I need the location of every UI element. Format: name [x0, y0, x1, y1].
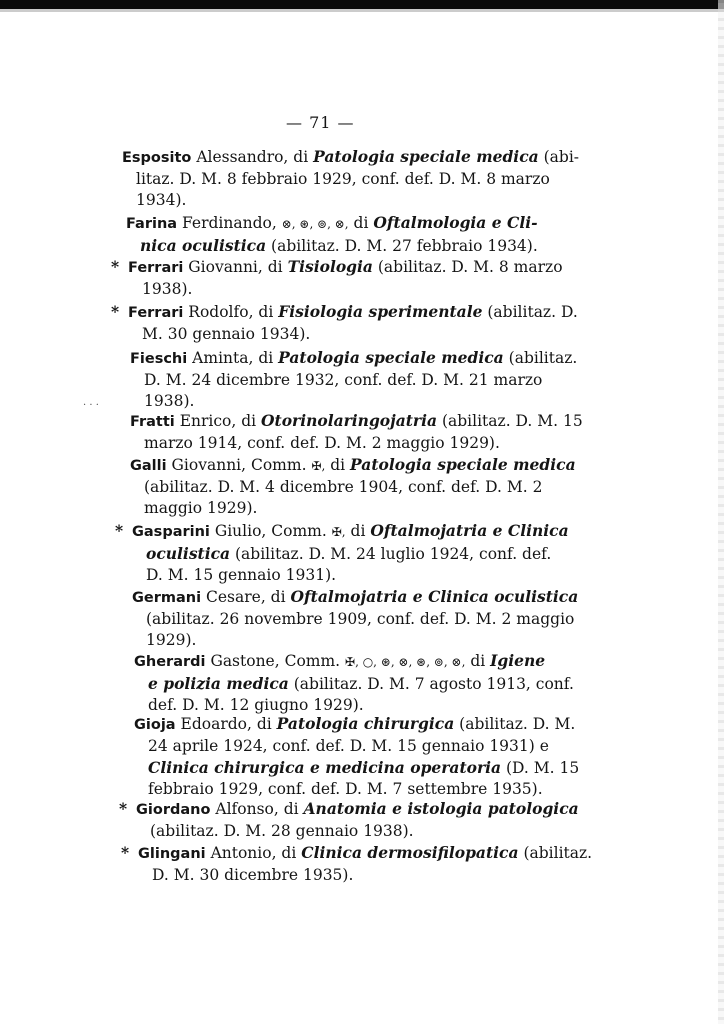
entry-line [130, 498, 576, 519]
surname: Gasparini [132, 524, 210, 540]
entry-text: def. D. M. 12 giugno 1929). [148, 696, 364, 714]
entry-text: (D. M. 15 [501, 759, 580, 777]
discipline-text: Clinica dermosifilopatica [301, 843, 519, 862]
entry-text: litaz. D. M. 8 febbraio 1929, conf. def. D. M. 8 marzo [136, 170, 550, 188]
entry-text: di [345, 522, 371, 540]
entry-text: (abilitaz. D. M. 7 agosto 1913, conf. [288, 675, 574, 693]
entry-line [132, 586, 578, 609]
discipline-text: Anatomia e istologia patologica [303, 799, 579, 818]
discipline-text: Igiene [490, 651, 546, 670]
entry-gasparini-7 [115, 520, 569, 586]
entry-text: 1929). [146, 631, 197, 649]
entry-line [122, 169, 579, 190]
entry-line [126, 235, 538, 257]
entry-ferrari-2 [111, 256, 563, 300]
entry-glingani-12 [121, 842, 593, 886]
entry-text: di [325, 456, 351, 474]
entry-line [136, 798, 579, 821]
entry-line [134, 673, 574, 695]
entry-text: 1934). [136, 191, 187, 209]
entry-germani-8 [132, 586, 578, 651]
entry-line [122, 146, 579, 169]
entry-text: marzo 1914, conf. def. D. M. 2 maggio 1929). [144, 434, 500, 452]
surname: Ferrari [128, 305, 184, 321]
entry-fieschi-4 [130, 347, 577, 412]
discipline-text: Oftalmojatria e Clinica oculistica [290, 587, 579, 606]
honor-symbols: ✠, [331, 525, 346, 539]
entry-text: Giovanni, di [188, 258, 288, 276]
entry-line [132, 630, 578, 651]
entry-line [132, 520, 569, 543]
entry-line [130, 370, 577, 391]
entry-text: Enrico, di [179, 412, 262, 430]
surname: Glingani [138, 846, 206, 862]
entry-gioja-10 [134, 713, 579, 800]
discipline-text: Oftalmologia e Cli- [373, 213, 538, 232]
entry-text: Gastone, Comm. [210, 652, 346, 670]
entry-text: (abilitaz. 26 novembre 1909, conf. def. D. M. 2 maggio [146, 610, 575, 628]
entry-line [128, 256, 563, 279]
entry-esposito-0 [122, 146, 579, 211]
entry-text: D. M. 15 gennaio 1931). [146, 566, 337, 584]
entry-text: Rodolfo, di [188, 303, 279, 321]
entry-text: 24 aprile 1924, conf. def. D. M. 15 gennaio 1931) e [148, 737, 549, 755]
entry-line [130, 391, 577, 412]
entry-text: di [465, 652, 491, 670]
asterisk-marker: * [111, 302, 120, 321]
entry-text: (abilitaz. D. M. 15 [437, 412, 583, 430]
margin-marks: · · · [83, 400, 99, 411]
entry-text: (abilitaz. D. M. 24 luglio 1924, conf. def. [230, 545, 552, 563]
honor-symbols: ⊗, ⊛, ⊚, ⊗, [281, 217, 349, 231]
surname: Fieschi [130, 351, 188, 367]
entry-text: Aminta, di [192, 349, 279, 367]
entry-text: Alessandro, di [196, 148, 314, 166]
entry-line [128, 324, 578, 345]
entry-line [136, 821, 579, 842]
entry-text: Edoardo, di [180, 715, 277, 733]
discipline-text: nica oculistica [140, 236, 267, 255]
entry-gherardi-9 [134, 650, 574, 716]
discipline-text: Fisiologia sperimentale [278, 302, 483, 321]
entry-text: D. M. 24 dicembre 1932, conf. def. D. M. 21 marzo [144, 371, 543, 389]
entry-farina-1 [126, 212, 538, 257]
entry-text: (abilitaz. D. M. 28 gennaio 1938). [150, 822, 414, 840]
entry-text: (abilitaz. D. M. 8 marzo [372, 258, 563, 276]
entry-fratti-5 [130, 410, 583, 454]
entry-line [138, 842, 592, 865]
surname: Farina [126, 216, 178, 232]
entry-galli-6 [130, 454, 576, 519]
entry-text: D. M. 30 dicembre 1935). [152, 866, 354, 884]
discipline-text: Patologia speciale medica [313, 147, 539, 166]
discipline-text: Patologia speciale medica [350, 455, 576, 474]
discipline-text: Tisiologia [287, 257, 373, 276]
entry-text: (abilitaz. D. M. 4 dicembre 1904, conf. def. D. M. 2 [144, 478, 543, 496]
entry-text: Antonio, di [210, 844, 302, 862]
entry-text: 1938). [142, 280, 193, 298]
entry-line [130, 410, 583, 433]
entry-line [134, 757, 579, 779]
entry-line [138, 865, 592, 886]
discipline-text: Oftalmojatria e Clinica [370, 521, 569, 540]
asterisk-marker: * [119, 799, 128, 818]
asterisk-marker: * [111, 257, 120, 276]
discipline-text: Patologia chirurgica [276, 714, 455, 733]
entry-giordano-11 [119, 798, 579, 842]
entry-text: (abilitaz. [503, 349, 578, 367]
entry-text: (abilitaz. D. [482, 303, 578, 321]
entry-text: (abilitaz. D. M. [454, 715, 576, 733]
asterisk-marker: * [121, 843, 130, 862]
entry-line [126, 212, 538, 235]
page-number: — 71 — [286, 113, 355, 132]
entry-text: Cesare, di [206, 588, 291, 606]
page-top-shadow [0, 9, 724, 12]
discipline-text: Otorinolaringojatria [261, 411, 438, 430]
surname: Giordano [136, 802, 211, 818]
page-top-border [0, 0, 724, 9]
entry-text: di [348, 214, 374, 232]
entry-line [130, 347, 577, 370]
surname: Fratti [130, 414, 175, 430]
honor-symbols: ✠, [311, 459, 326, 473]
discipline-text: Clinica chirurgica e medicina operatoria [148, 758, 502, 777]
entry-line [128, 301, 578, 324]
surname: Germani [132, 590, 202, 606]
entry-text: Alfonso, di [215, 800, 304, 818]
entry-text: M. 30 gennaio 1934). [142, 325, 311, 343]
entry-line [128, 279, 563, 300]
entry-line [132, 609, 578, 630]
entry-line [130, 454, 576, 477]
discipline-text: oculistica [146, 544, 231, 563]
discipline-text: e polizia medica [148, 674, 289, 693]
entry-text: Giulio, Comm. [214, 522, 332, 540]
entry-line [122, 190, 579, 211]
honor-symbols: ✠, ○, ⊛, ⊗, ⊛, ⊚, ⊗, [345, 655, 466, 669]
asterisk-marker: * [115, 521, 124, 540]
surname: Galli [130, 458, 167, 474]
entry-line [134, 713, 579, 736]
surname: Ferrari [128, 260, 184, 276]
entry-line [132, 543, 569, 565]
entry-text: maggio 1929). [144, 499, 258, 517]
entry-text: (abi- [538, 148, 580, 166]
entry-line [132, 565, 569, 586]
entry-text: Ferdinando, [182, 214, 282, 232]
surname: Gioja [134, 717, 176, 733]
discipline-text: Patologia speciale medica [278, 348, 504, 367]
entry-line [134, 736, 579, 757]
entry-text: (abilitaz. [518, 844, 593, 862]
entry-ferrari-3 [111, 301, 578, 345]
entry-line [130, 477, 576, 498]
surname: Gherardi [134, 654, 206, 670]
entry-line [130, 433, 583, 454]
entry-line [134, 779, 579, 800]
entry-line [134, 650, 574, 673]
entry-text: (abilitaz. D. M. 27 febbraio 1934). [266, 237, 538, 255]
page-right-edge [718, 0, 724, 1024]
entry-text: Giovanni, Comm. [171, 456, 312, 474]
entry-text: 1938). [144, 392, 195, 410]
surname: Esposito [122, 150, 192, 166]
entry-text: febbraio 1929, conf. def. D. M. 7 settembre 1935). [148, 780, 543, 798]
